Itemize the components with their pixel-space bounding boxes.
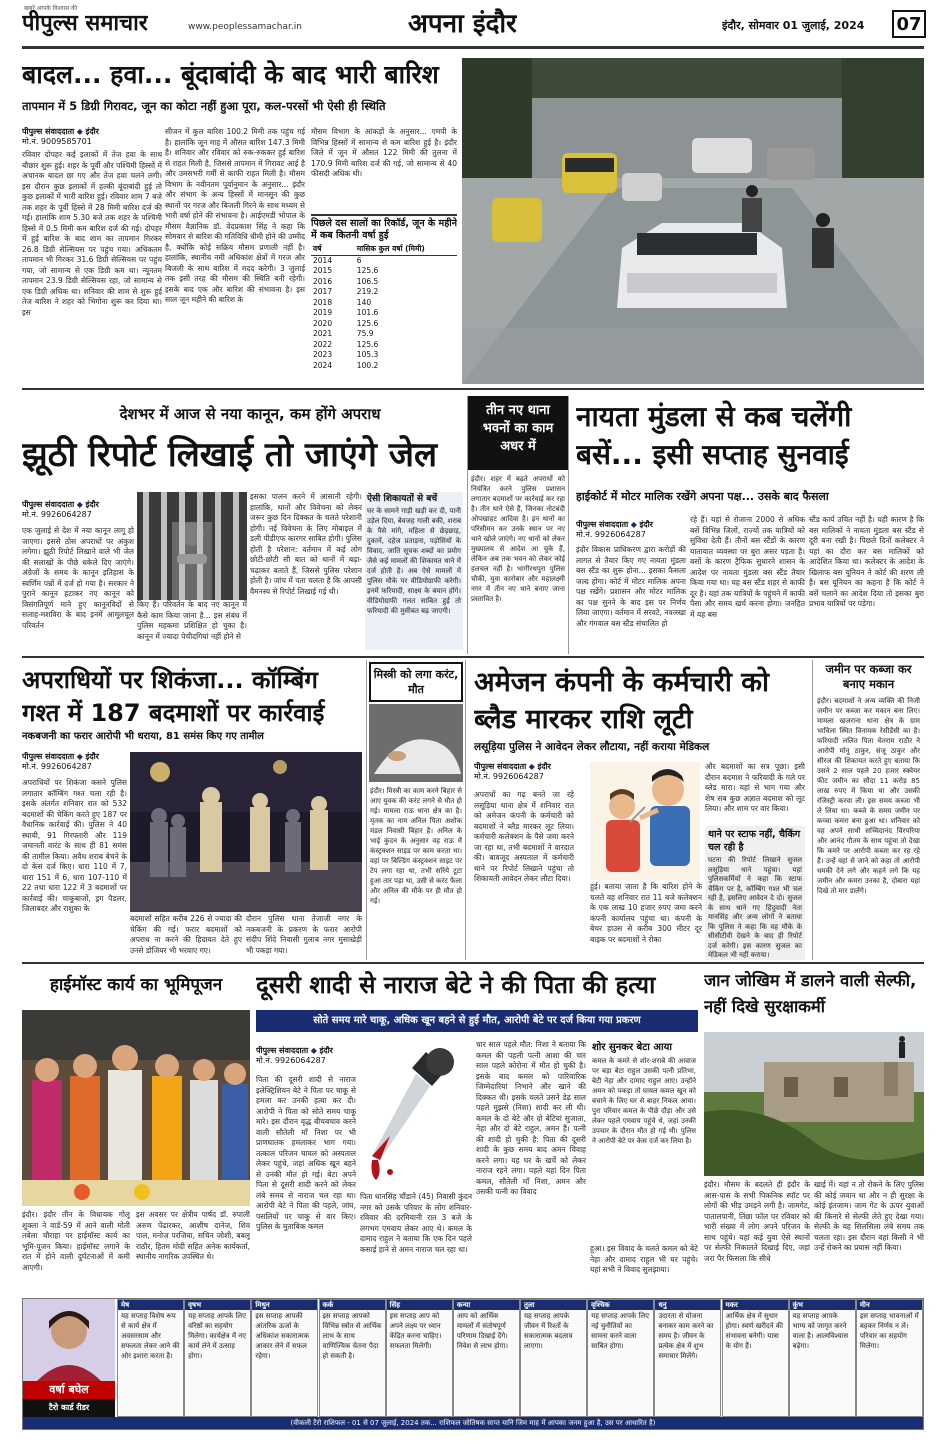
amazon-byline: पीपुल्स संवाददाता ◆ इंदौर मो.नं. 9926064287 [474,762,551,781]
rain-table-title: पिछले दस सालों का रिकॉर्ड, जून के महीने में कब कितनी वर्षा हुई [311,218,457,241]
amazon-subhead: लसूड़िया पुलिस ने आवेदन लेकर लौटाया, नहीं कराया मेडिकल [474,741,710,753]
murder-col2: पिता धानसिंह चौंडाने (45) निवासी कुंदन नगर को उसके परिवार के लोग शनिवार-रविवार की दरमियानी रात 3 बजे के लगभग एमवाय लेकर आए थे। कमल के दामाद राहुल ने बताया कि एक दिन पहले कसाई हाने से अमन नाराज चल रहा था। [360,1192,472,1254]
murder-knife-image [360,1040,472,1188]
mistri-photo [369,704,463,782]
selfie-col2: खाई में। यहां न तो रोकने के लिए पुलिस की कोई जवान था और न ही सुरक्षा के कोई इंतजाम। जाम गेट के ऊपर युवाओं की किनारे से सेल्फी लेते हुए देखा गया। सेल्फी के यह सिलसिला लंबे समय तक चलता रहा। इस दौरान वहां किसी ने भी उन्हें रोकने का प्रयास नहीं किया। [814,1180,924,1252]
thana-body: इंदौर। शहर में बढ़ते अपराधों को नियंत्रित करने पुलिस प्रशासन लगातार बदमाशों पर कार्रवाई कर रहा है। तीन थाने ऐसे हैं, जिनका नोटबंदी ओपखाहट आदिवा है। इन थानों का परिसीमन कर उनके स्थान पर नए थाने खोले जाएंगे। नए थानों को लेकर मुख्यालय से आदेश आ चुके हैं, लेकिन अब तक भवन को लेकर कोई हलचल नहीं है। भागीरथपुरा पुलिस चौकी, युवा कारोबार और महालक्ष्मी नगर में तीन नए थाने बनाए जाना प्रस्तावित है। [471,475,565,603]
rashi-text: आप को आर्थिक मामलों में संतोषपूर्ण परिणाम दिखाई देंगे। निवेश से लाभ होगा। [456,1312,509,1350]
murder-byline: पीपुल्स संवाददाता ◆ इंदौर मो.नं. 9926064287 [256,1046,333,1065]
murder-col5: हुआ। इस विवाद के चलते कमल को बेटे नेहा और दामाद राहुल भी घर पहुंचे। यहां सभी ने विवाद सुलझाया। [590,1244,698,1274]
rashi-name: सिंह [387,1300,452,1310]
byline-name: पीपुल्स संवाददाता [22,752,75,761]
rain-table-row [311,287,457,298]
murder-box [590,1040,698,1240]
rashi-text: उदारता से योजना बनाकर काम करने का समय है। जीवन के प्रत्येक क्षेत्र में शुभ समाचार मिलेंगे। [658,1312,714,1360]
kabja-box [812,660,924,960]
byline-place: इंदौर [537,762,551,771]
law-col2: किए हैं। परिवर्तन के बाद नए कानून में कैसे काम किया जाना है... इस संबंध में पुलिस महकमा प्रशिक्षित हो चुका है। कानून में ज्यादा पेचीदगियां नहीं होने से [137,600,247,641]
rain-year-cell: 2019 [313,308,333,317]
rain-value-cell: 140 [356,297,372,307]
astrologer-title: टैरो कार्ड रीडर [23,1399,115,1417]
bus-subhead: हाईकोर्ट में मोटर मालिक रखेंगे अपना पक्ष... उसके बाद फैसला [576,490,829,503]
bus-col2: रहे हैं। यहां से रोजाना 2000 से अधिक बसें विभिन्न जिलों, राज्यों तक यात्रियों को सुविधा देती हैं। तीनों बस स्टैंडों के कारण यातायात व्यवस्था पर बुरा असर पड़ता है। बसों के कारण ट्रैफिक सुधारने शासन के आदेश पर नायता मुंडला बस स्टैंड तैयार किया गया था। यह बस स्टैंड शहर से काफी दूर है। यहां तक यात्रियों के पहुंचने में काफी पैसा और समय खर्च करना होगा। जनहित में यह बस [690,515,805,619]
law-byline: पीपुल्स संवाददाता ◆ इंदौर मो.नं. 9926064287 [22,500,99,519]
law-headline: झूठी रिपोर्ट लिखाई तो जाएंगे जेल [22,435,438,475]
bhoomipujan-group-image [22,1010,250,1206]
masthead [0,0,945,52]
byline-mobile: मो.नं. 9009585701 [22,137,92,146]
combing-col1: अपराधियों पर शिकंजा कसने पुलिस लगातार कॉम्बिंग गश्त चला रही है। इसके अंतर्गत शनिवार रात को 532 बदमाशों की चेकिंग करते हुए 187 पर वैधानिक कार्रवाई की। पुलिस ने 40 स्थायी, 91 गिरफ्तारी और 119 जमानती वारंट के साथ ही 81 समंस की तामील किया। अवैध शराब बेचने के दो केस दर्ज किए। धारा 110 में 7, धारा 151 में 6, धारा 107-110 में 22 तथा धारा 122 में 3 बदमाशों पर कार्रवाई की। चाकूबाजों, ड्रग पैडलर, जिलाबदर और राशुका के [22,778,127,913]
rain-year-cell: 2023 [313,350,333,359]
rain-table [311,244,457,371]
knife-attack-illustration [590,762,700,880]
rashi-text: इस सप्ताह भावनाओं में बहकर निर्णय न लें। परिवार का सहयोग मिलेगा। [859,1312,919,1350]
combing-subhead: नकबजनी का फरार आरोपी भी धराया, 81 समंस किए गए तामील [22,731,264,742]
rashi-name: कर्क [320,1300,385,1310]
rain-year-cell: 2020 [313,318,333,328]
selfie-col1: इंदौर। मौसम के बदलते ही इंदौर के आस-पास के सभी पिकनिक स्पॉट पर लोगों की भीड़ उमड़ने लगी है। जामगेट, पातालपानी, तिंछा फॉल पर रविवार को भारी संख्या में लोग अपने परिजन के साथ पहुंचे। यहां कई युवा ऐसे स्थानों पर सेल्फी निकालते दिखाई दिए, जहां जरा पैर फिसला कि सीधे [704,1180,810,1263]
rashi-card [453,1299,520,1417]
kabja-body: इंदौर। बदमाशों ने अन्य व्यक्ति की निजी जमीन पर कब्जा कर मकान बना लिए। मामला खजराना थाना क्षेत्र के ग्राम भाविला स्थित विनायक रेसीडेंसी का है। फरियादी ललित पिता चेतराम राठौर ने आरोपी मोनू ठाकुर, संजू ठाकुर और सीरज की शिकायत करते हुए बताया कि उसने 2 साल पहले 20 हजार स्क्वेयर फीट जमीन का सौदा 11 करोड़ 85 लाख रुपए में किया था और उसकी रजिस्ट्री करवा ली। इस समय कब्जा भी ले लिया था। कब्जे के समय जमीन पर कच्चा कमरा बना हुआ था। शनिवार को वह अपने साथी सच्चिदानंद विरपरिया और आनंद गौतम के साथ पहुंचा तो देखा कि कमरे पर आरोपी कब्जा कर रह रहे हैं। उन्हें वहां से जाने को कहा तो आरोपी धमकी देने लगे और कहने लगे कि यह जमीन और कमरा उनका है, दोबारा यहां दिखे तो मार डालेंगे। [817,697,920,895]
amazon-box [705,826,805,960]
law-box [365,492,463,650]
rashi-text: यह सप्ताह विशेष रूप से कार्य क्षेत्र में अवसरसाम और सफलता लेकर आने की ओर इशारा करता है। [121,1312,180,1360]
police-combing-image [130,752,362,912]
law-box-body: घर के सामने गाड़ी खड़ी कर दी, पानी उड़ेल दिया, बेवजह गाली बकी, शराब के पैसे मांगे, महिला से छेड़छाड़, दुकानें, दहेज प्रताड़ना, पड़ोसियों के विवाद, जाति सूचक शब्दों का प्रयोग जैसे कई मामलों की शिकायत थाने में दर्ज होती है। अब ऐसे मामलों में पुलिस मौके पर वीडियोग्राफी करेगी। इनमें फरियादी, साक्ष्य के बयान होंगे। वीडियोग्राफी गलत साबित हुई तो फरियादी की मुसीबत बढ़ जाएगी। [367,507,461,615]
murder-headline: दूसरी शादी से नाराज बेटे ने की पिता की हत्या [256,971,656,999]
rain-year-cell: 2015 [313,266,333,275]
rain-value-cell: 125.6 [356,339,379,349]
rain-value-cell: 125.6 [356,318,379,328]
rain-table-row [311,319,457,330]
dateline: इंदौर, सोमवार 01 जुलाई, 2024 [722,19,865,32]
masthead-url[interactable]: www.peoplessamachar.in [188,22,302,32]
byline-place: इंदौर [85,127,99,136]
rain-table-row [311,266,457,277]
rain-col3: मौसम विभाग के आंकड़ों के अनुसार... एमपी के विभिन्न हिस्सों में सामान्य से कम बारिश हुई है। इंदौर जिले में जून में औसत 122 मिमी की तुलना में 170.9 मिमी बारिश दर्ज की गई, जो सामान्य से 40 फीसदी अधिक थी। [311,127,457,178]
rain-photo [462,58,924,384]
byline-mobile: मो.नं. 9926064287 [22,510,92,519]
byline-place: इंदौर [85,500,99,509]
rain-table-row [311,329,457,340]
murder-box-body: कमल के कमरे से शोर-शराबे की आवाज पर बड़ा बेटा राहुल उसकी पत्नी प्रतिभा, बेटी नेहा और दामाद राहुल आए। उन्होंने अमन को पकड़ा तो घायल कमल खून को बचाने के लिए घर से बाहर निकल आया। पुरा परिवार कमल के पीछे दौड़ा और उसे लेकर पहले एमवाय पहुंचे थे, जहां उनकी उपचार के दौरान मौत हो गई थी। पुलिस ने आरोपी बेटे पर केस दर्ज कर लिया है। [592,1057,696,1145]
rashi-name: तुला [521,1300,586,1310]
law-box-head: ऐसी शिकायतों से बचें [367,494,438,504]
rashi-text: यह सप्ताह आपके भाग्य को जागृत करने वाला है। आत्मविश्वास बढ़ेगा। [792,1312,849,1350]
amazon-illustration [590,762,700,880]
combing-byline: पीपुल्स संवाददाता ◆ इंदौर मो.नं. 9926064287 [22,752,99,771]
rain-col2: सीजन में कुल बारिश 100.2 मिमी तक पहुंच गई है। हालांकि जून माह में औसत बारिश 147.3 मिमी है। शनिवार और रविवार को रुक-रुककर हुई बारिश से राहत मिली है, जिससे तापमान में गिरावट आई है और उमसभरी गर्मी से काफी राहत मिली है। मौसम विभाग के नवीनतम पूर्वानुमान के अनुसार... इंदौर और संभाग के अन्य हिस्सों में मानसून की कुछ स्थानों पर गरज और बिजली गिरने के साथ मध्यम से भारी वर्षा होने की संभावना है। आईएमडी भोपाल के मौसम वैज्ञानिक डॉ. वेदप्रकाश सिंह ने कहा कि सोमवार से बारिश की गतिविधि धीमी होने की उम्मीद है, क्योंकि कोई सक्रिय मौसम प्रणाली नहीं है। हालांकि, स्थानीय नमी अधिकांश क्षेत्रों में गरज और बिजली के साथ बारिश में मदद करेगी। 3 जुलाई तक इसी तरह की मौसम की स्थिति बनी रहेगी। इसके बाद एक और बारिश की संभावना है। इस साल जून महीने की बारिश के [165,127,305,304]
amazon-box-head: थाने पर स्टाफ नहीं, चैकिंग चल रही है [708,829,801,853]
rashifal-strip [22,1298,924,1430]
rashi-card [520,1299,587,1417]
highmast-col1: इंदौर। इंदौर तीन के विधायक गोलू शुक्ला ने वार्ड-59 में आने वाली मोती तबेला चौराहा पर हाईमॉस्ट कार्य का भूमि-पूजन किया। हाईमॉस्ट लगाने के रात में होने वाली दुर्घटनाओं में कमी आएगी। [22,1210,130,1272]
rashi-name: कुंभ [790,1300,855,1310]
combing-headline: अपराधियों पर शिकंजा... कॉम्बिंग गश्त में 187 बदमाशों पर कार्रवाई [22,666,325,727]
rain-value-cell: 6 [356,255,362,265]
rain-year-cell: 2014 [313,255,333,265]
brand-logo: पीपुल्स समाचार [22,11,148,36]
amazon-headline: अमेजन कंपनी के कर्मचारी को ब्लैड मारकर राशि लूटी [474,667,769,735]
rain-year-cell: 2022 [313,339,333,349]
law-kicker: देशभर में आज से नया कानून, कम होंगे अपराध [119,405,381,423]
rashi-text: इस सप्ताह आप को अपने लक्ष्य पर ध्यान केंद्रित करना चाहिए। सफलता मिलेगी। [389,1312,442,1350]
amazon-top-right: और बदमाशों का सत्र पूछा। इसी दौरान बदमाश ने फरियादी के गले पर ब्लेड मारा। यहां से भाग गया और शेष सब कुछ अज्ञात बदमाश को लूट लिया। और शाम पर वार किया। [705,762,805,813]
jail-bars-icon [137,492,247,600]
bus-col3: स्टैंड कार्य उचित नहीं है। यही कारण है कि बस मालिकों ने नायता मुंडला बस स्टैंड से दूरी बना रखी है। पिछले दिनों कलेक्टर ने यहां का दौरा कर बस मालिकों को आदेशित किया था। कलेक्टर के आदेश के खिलाफ बस यूनियन ने कोर्ट की शरण ली है। बस यूनियन का कहना है कि कोर्ट ने बसें चलाने का आदेश दिया तो इसका बुरा प्रभाव यात्रियों पर पड़ेगा। [809,515,924,608]
mid-rule-2 [22,962,924,964]
rashi-card [654,1299,721,1417]
rain-table-row [311,277,457,288]
byline-mobile: मो.नं. 9926064287 [22,762,92,771]
section-title: अपना इंदौर [408,9,517,39]
law-col1: एक जुलाई से देश में नया कानून लागू हो जाएगा। इससे ठोस अपराधों पर अंकुश लगेगा। झूठी रिपोर्ट लिखाने वाले भी जेल की सलाखों के पीछे धकेले दिए जाएंगे। अंग्रेजों के समय के कानून इतिहास के स्वर्णिम पन्नों में दर्ज हो गया है। सरकार ने पुराने कानून हटाकर नए कानून को विसंगतिपूर्ण माने हुए कानूनविदों से सलाह-मशविरा के बाद इनमें आमूलचूल परिवर्तन [22,526,134,630]
flooded-road-image [462,58,924,384]
rashi-name: वृश्चिक [588,1300,653,1310]
astrologer-panel [23,1299,115,1417]
rain-value-cell: 100.2 [356,360,379,370]
rain-year-cell: 2016 [313,276,333,286]
thana-headline: तीन नए थाना भवनों का काम अधर में [468,396,568,470]
rain-subhead: तापमान में 5 डिग्री गिरावट, जून का कोटा नहीं हुआ पूरा, कल-परसों भी ऐसी ही स्थिति [22,99,386,113]
murder-subhead [256,1010,698,1032]
rain-year-cell: 2018 [313,297,333,307]
rashi-grid [117,1299,923,1417]
rashi-name: कन्या [454,1300,519,1310]
astrologer-name: वर्षा बघेल [23,1381,115,1399]
highmast-photo [22,1010,250,1206]
bus-col1: इंदौर विकास प्राधिकरण द्वारा करोड़ों की लागत से तैयार किए गए नायता मुंडला बस स्टैंड का शुरू होना... इसका फैसला जल्द होगा। कोर्ट में मोटर मालिक अपना पक्ष रखेंगे। प्रशासन और मोटर मालिक का पक्ष सुनने के बाद इस पर निर्णय लिया जाएगा। वर्तमान में सरवटे, नवलखा और गंगवाल बस स्टैंड संचालित हो [576,545,686,628]
byline-place: इंदौर [85,752,99,761]
selfie-photo [704,1032,924,1176]
murder-col1: पिता की दूसरी शादी से नाराज इलेक्ट्रिशियन बेटे ने पिता पर चाकू से हमला कर उनकी हत्या कर दी। आरोपी ने पिता को सोते समय चाकू मारे। इस दौरान वृद्ध बीचबचाव करने वाली सौतेली माँ निशा पर भी प्राणघातक हमलाकर भाग गया। तत्काल परिजन घायल को अस्पताल लेकर पहुंचे, जहां अधिक खून बहने से उनकी मौत हो गई। बेटा अपने पिता से दूसरी शादी करने को लेकर लंबे समय से नाराज चल रहा था। आरोपी बेटे ने पिता की पहले, जांघ, पसलियों पर चाकू से वार किए। पुलिस के मुताबिक कमल [256,1075,356,1231]
rain-year-cell: 2021 [313,329,333,338]
rain-value-cell: 75.9 [356,329,374,338]
combing-cap1: बदमाशों सहित करीब 226 से ज्यादा की चेकिंग की गई। फरार बदमाशों को अपराध ना करने की हिदायत देते हुए उनसे डोजियर भी भरवाए गए। [130,914,242,955]
amazon-col3: हुई। बताया जाता है कि बारिश होने के चलते वह शनिवार रात 11 बजे कलेक्शन के एक लाख 10 हजार रुपए जमा करने कंपनी कार्यालय पहुंचा था। कंपनी के बेचर हाउस से करीब 300 मीटर दूर बाइक पर बदमाशों ने रोका [590,882,702,944]
covered-body-image [369,704,463,782]
rashi-name: वृषभ [185,1300,250,1310]
rain-table-row [311,350,457,361]
rain-col1: रविवार दोपहर कई इलाकों में तेज हवा के साथ बौछार शुरू हुई। शहर के पूर्वी और पश्चिमी हिस्सों में अचानक बादल छा गए और तेज हवा चलने लगी। इस दौरान कुछ इलाकों में हल्की बूंदाबांदी हुई तो कुछ इलाकों में भारी बारिश हुई। रविवार शाम 7 बजे तक शहर के पूर्वी हिस्से में 28 मिमी बारिश दर्ज की गई। हालांकि शाम 5.30 बजे तक शहर के पश्चिमी हिस्से में 0.5 मिमी कम बारिश दर्ज की गई। दोपहर में हुई बारिश के बाद शाम का तापमान गिरकर 26.8 डिग्री सेल्सियस पर पहुंच गया। अधिकतम तापमान भी गिरकर 31.6 डिग्री सेल्सियस पर पहुंच गया, जो सामान्य से एक डिग्री कम था। न्यूनतम तापमान 23.9 डिग्री सेल्सियस रहा, जो सामान्य से एक डिग्री अधिक था। शनिवार की शाम से शुरू हुई तेज बारिश ने शहर को भिगोना शुरू कर दिया था। इस [22,150,162,317]
rain-value-cell: 105.3 [356,350,379,359]
rashifal-footer: (वीकली टैरो राशिफल - 01 से 07 जुलाई, 2024 तक... राशिफल जोतिषक साप्त यानि जिम माह में आपका जनम हुआ है, उस पर आधारित है) [23,1417,923,1430]
rashi-name: मिथुन [252,1300,317,1310]
rain-table-row [311,308,457,319]
byline-place: इंदौर [319,1046,333,1055]
rain-table-row [311,255,457,266]
byline-mobile: मो.नं. 9926064287 [474,772,544,781]
rashi-text: यह सप्ताह आपके लिए वरिष्ठों का सहयोग मिलेगा। कार्यक्षेत्र में नए कार्य लेने में उत्साह होगा। [188,1312,247,1360]
rain-headline: बादल... हवा... बूंदाबांदी के बाद भारी बारिश [22,60,439,89]
rain-table-col-year: वर्ष [313,244,322,253]
rain-value-cell: 101.6 [356,308,379,317]
bloody-knife-icon [360,1040,472,1188]
rashi-card [184,1299,251,1417]
byline-name: पीपुल्स संवाददाता [22,500,75,509]
rashi-card [587,1299,654,1417]
rashi-card [722,1299,789,1417]
byline-name: पीपुल्स संवाददाता [474,762,527,771]
jail-bars-image [137,492,247,600]
rashi-name: मीन [857,1300,922,1310]
amazon-col1: अपराधों का गढ़ बनते जा रहे लसूड़िया थाना क्षेत्र में शनिवार रात को अमेजन कंपनी के कर्मचारी को बदमाशों ने ब्लैड मारकर लूट लिया। कर्मचारी कलेक्शन के पैसे जमा करने जा रहा था, तभी बदमाशों ने वारदात की। बावजूद अस्पताल में कर्मचारी थाने पर रिपोर्ट लिखाने पहुंचा तो शिकायती आवेदन लेकर लौटा दिया। [474,790,574,883]
rashi-card [251,1299,318,1417]
byline-mobile: मो.नं. 9926064287 [256,1056,326,1065]
page-number: 07 [892,10,926,38]
rain-year-cell: 2017 [313,287,333,296]
masthead-tagline: खबरें आपके विश्वास की [24,5,78,12]
bus-headline: नायता मुंडला से कब चलेंगी बसें... इसी सप्ताह सुनवाई [576,400,852,471]
byline-place: इंदौर [639,520,653,529]
rain-table-row [311,298,457,309]
thana-box [467,396,569,654]
byline-name: पीपुल्स संवाददाता [256,1046,309,1055]
masthead-rule [22,46,924,49]
kabja-headline: जमीन पर कब्जा कर बनाए मकान [825,662,912,691]
rain-table-row [311,361,457,372]
amazon-box-body: घटना की रिपोर्ट लिखाने सुजल लसूड़िया थाने पहुंचा। यहां पुलिसकर्मियों ने कहा कि स्टाफ चैकिंग पर है, कॉम्बिंग गश्त भी चल रही है, इसलिए आवेदन दे दो। सुजल के साथ थाने गए हिंदुवादी नेता मानसिंह और अन्य लोगों ने बताया कि पुलिस ने कहा कि वह मौके के सीसीटीवी देखने के बाद ही रिपोर्ट दर्ज करेगी। इस कारण सुजल का मेडिकल भी नहीं कराया। [708,856,802,959]
rain-bottom-rule [22,388,924,390]
murder-col3: चार साल पहले मौत: निशा ने बताया कि कमल की पहली पत्नी आशा की चार साल पहले कोरोना में मौत हो चुकी है। इसके बाद कमल को पारिवारिक जिम्मेदारियां निभाने और खाने की दिक्कत थी। इसके चलते उसने डेढ़ साल पहले मुझसे (निशा) शादी कर ली थी। कमल के दो बेटे और दो बेटियां सुजाता, नेहा और दो बेटे राहुल, अमन हैं। पत्नी की शादी हो चुकी है: पिता की दूसरी शादी के कुछ समय बाद अमन विवाह करने लगा। यह घर के खर्चे को लेकर नाराज रहने लगा। पहले यहां दिन पिता कमल, सौतेली माँ निशा, अमन और उसकी पत्नी का विवाद [476,1040,586,1196]
rain-byline: पीपुल्स संवाददाता ◆ इंदौर मो.नं. 9009585701 [22,127,99,146]
highmast-col2: इस अवसर पर क्षेत्रीय पार्षद डॉ. रुपाली अरुण पेंढारकर, आशीष दानेज, शिव पाल, मनोज परजिया, सचिन जोशी, बबलू राठौर, हितम मोदी सहित अनेक कार्यकर्ता, स्थानीय नागरिक उपस्थित थे। [136,1210,250,1261]
astrologer-photo [23,1299,115,1381]
rashi-card [789,1299,856,1417]
combing-cap2: दौरान पुलिस थाना तेजाजी नगर के नकबजनी के प्रकरण के फरार आरोपी संदीप शिंदे निवासी गुलाब नगर मुसाखेड़ी भी पकड़ा गया। [246,914,362,955]
rashi-card [386,1299,453,1417]
rain-value-cell: 219.2 [356,287,379,296]
rashi-text: इस सप्ताह आपको विभिन्न स्त्रोत से आर्थिक लाभ के साथ वाणिज्यिक चेतना पैदा हो सकती है। [322,1312,382,1360]
mid-rule-1 [22,656,924,658]
rashi-text: यह सप्ताह आपके जीवन में रिश्तों के सकारात्मक बदलाव लाएगा। [524,1312,573,1350]
rain-value-cell: 106.5 [356,276,379,286]
mistri-headline: मिस्त्री को लगा करंट, मौत [369,662,463,702]
rain-year-cell: 2024 [313,360,333,370]
combing-photo [130,752,362,912]
rashi-text: आर्थिक क्षेत्र में सुधार होगा। स्वर्ण खरीदने की संभावना बनेगी। यात्रा के योग हैं। [725,1312,783,1350]
rashi-card [117,1299,184,1417]
rashi-card [856,1299,923,1417]
rashi-card [319,1299,386,1417]
byline-name: पीपुल्स संवाददाता [576,520,629,529]
rain-table-col-rain: मासिक कुल वर्षा (मिमी) [356,244,425,253]
bus-byline: पीपुल्स संवाददाता ◆ इंदौर मो.नं. 9926064287 [576,520,653,539]
rashi-name: मेष [118,1300,183,1310]
mistri-body: इंदौर। मिस्त्री का काम करने बिहार से आए युवक की करंट लगने से मौत हो गई। मामला राऊ थाना क्षेत्र का है। मृतक का नाम अनिल पिता अशोक मंडल निवासी बिहार है। अनिल के भाई कुंदन के अनुसार वह राऊ में कंस्ट्रक्शन साइड पर काम करता था। वहां पर बिल्डिंग कंस्ट्रक्शन साइट पर टेप लगा रहा था, तभी सरिये टूटा हुआ तार पड़ा था, उसी से करंट फैला और अनिल की मौके पर ही मौत हो गई। [370,787,462,905]
rashi-name: धनु [655,1300,720,1310]
rashi-text: इस सप्ताह आपकी आंतरिक ऊर्जा के अधिकांश सकारात्मक आकार लेने में सफल रहेगा। [255,1312,310,1360]
rashi-text: यह सप्ताह आपके लिए नई चुनौतियों का सामना करने वाला साबित होगा। [591,1312,649,1350]
byline-mobile: मो.नं. 9926064287 [576,530,646,539]
fort-cliff-image [704,1032,924,1176]
mistri-box [366,660,466,960]
byline-name: पीपुल्स संवाददाता [22,127,75,136]
highmast-headline: हाईमॉस्ट कार्य का भूमिपूजन [49,975,223,995]
rain-value-cell: 125.6 [356,266,379,275]
selfie-headline: जान जोखिम में डालने वाली सेल्फी, नहीं दिखे सुरक्षाकर्मी [704,971,917,1016]
rain-table-box [311,214,457,384]
rashi-name: मकर [723,1300,788,1310]
murder-box-head: शोर सुनकर बेटा आया [592,1042,672,1053]
rain-table-row [311,340,457,351]
law-col3: इसका पालन करने में आसानी रहेगी। हालांकि, थानों और विवेचना को लेकर जरूर कुछ दिन दिक्कत के चलते परेशानी होगी। नई विवेचना के लिए मोबाइल में डली पीडीएफ कारगर साबित होगी। पुलिस होती है परेशान: वर्तमान में कई लोग छोटी-छोटी सी बात को थानों में बढ़ा-चढ़ाकर बताते हैं, जिससे पुलिस परेशान होती है। जांच में पता चलता है कि आपसी वैमनस्य से रिपोर्ट लिखाई गई थी। [250,492,362,596]
murder-subhead-text: सोते समय मारे चाकू, अधिक खून बहने से हुई मौत, आरोपी बेटे पर दर्ज किया गया प्रकरण [313,1015,641,1026]
